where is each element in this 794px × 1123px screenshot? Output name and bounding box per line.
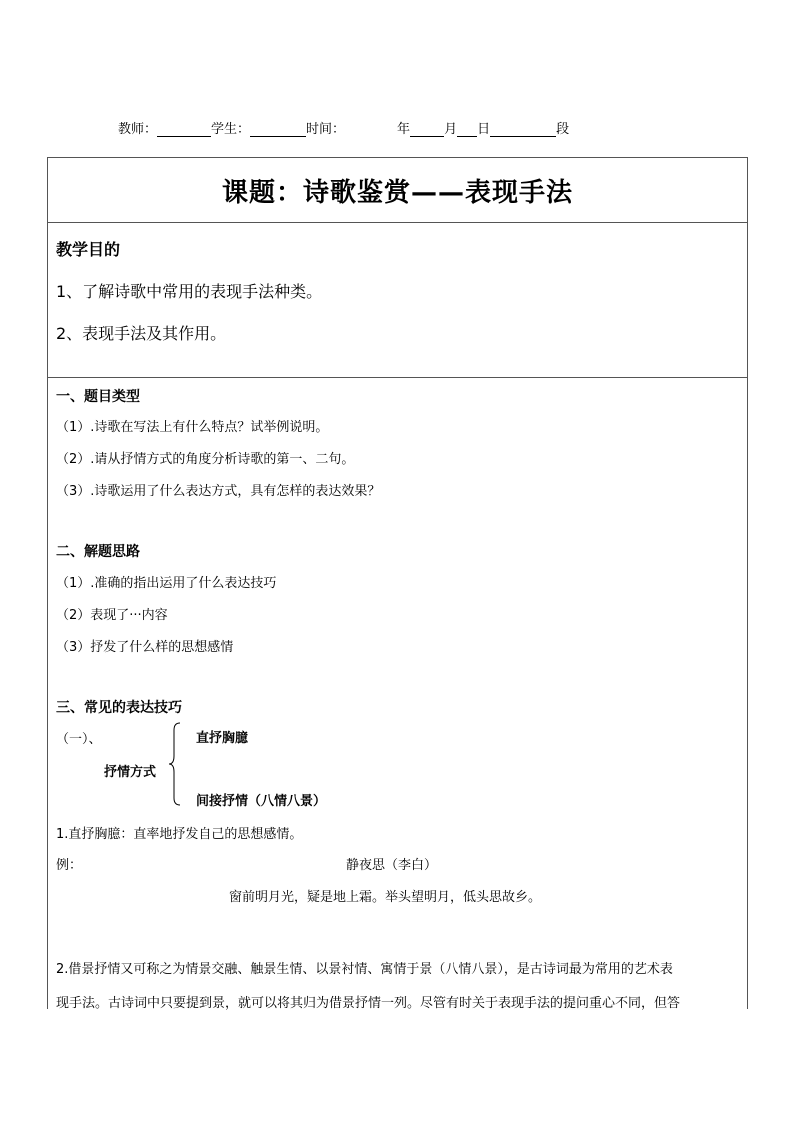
page-title: 课题：诗歌鉴赏——表现手法 [221, 177, 573, 208]
month-blank[interactable] [410, 122, 444, 137]
section1-item-1: （1）.诗歌在写法上有什么特点？试举例说明。 [56, 420, 329, 435]
branch-indirect: 间接抒情（八情八景） [196, 794, 327, 809]
aims-heading: 教学目的 [56, 240, 121, 259]
aims-item-2: 2、表现手法及其作用。 [56, 324, 227, 343]
poem-text: 窗前明月光，疑是地上霜。举头望明月，低头思故乡。 [229, 890, 542, 905]
title-row [48, 158, 747, 223]
day-label: 日 [477, 122, 491, 137]
section2-item-1: （1）.准确的指出运用了什么表达技巧 [56, 576, 277, 591]
example-label: 例： [56, 858, 83, 873]
student-label: 学生： [211, 122, 251, 137]
day-blank[interactable] [457, 122, 477, 137]
aims-item-1: 1、了解诗歌中常用的表现手法种类。 [56, 282, 323, 301]
section3-sub: （一）、 [56, 732, 102, 747]
teacher-label: 教师： [118, 122, 158, 137]
paragraph-indirect-line1: 2.借景抒情又可称之为情景交融、触景生情、以景衬情、寓情于景（八情八景），是古诗词最为常用的艺术表 [56, 962, 673, 977]
year-label: 年 [397, 122, 411, 137]
section3-heading: 三、常见的表达技巧 [56, 700, 182, 716]
teaching-aims [48, 223, 747, 378]
section2-item-3: （3）抒发了什么样的思想感情 [56, 640, 234, 655]
poem-title: 静夜思（李白） [346, 858, 438, 873]
teacher-blank[interactable] [157, 122, 211, 137]
section2-heading: 二、解题思路 [56, 544, 140, 560]
month-label: 月 [444, 122, 458, 137]
lesson-table [47, 157, 748, 1009]
paragraph-direct: 1.直抒胸臆：直率地抒发自己的思想感情。 [56, 827, 303, 842]
category-label: 抒情方式 [104, 765, 157, 780]
section1-item-2: （2）.请从抒情方式的角度分析诗歌的第一、二句。 [56, 452, 355, 467]
period-blank[interactable] [490, 122, 556, 137]
brace-icon [168, 722, 182, 806]
time-label: 时间： [306, 122, 346, 137]
student-blank[interactable] [250, 122, 306, 137]
section1-item-3: （3）.诗歌运用了什么表达方式，具有怎样的表达效果？ [56, 484, 381, 499]
header-info [118, 118, 569, 137]
period-label: 段 [556, 122, 570, 137]
section1-heading: 一、题目类型 [56, 389, 140, 405]
paragraph-indirect-line2: 现手法。古诗词中只要提到景，就可以将其归为借景抒情一列。尽管有时关于表现手法的提问重心不同，但答 [56, 996, 681, 1011]
section2-item-2: （2）表现了···内容 [56, 608, 168, 623]
branch-direct: 直抒胸臆 [196, 731, 249, 746]
